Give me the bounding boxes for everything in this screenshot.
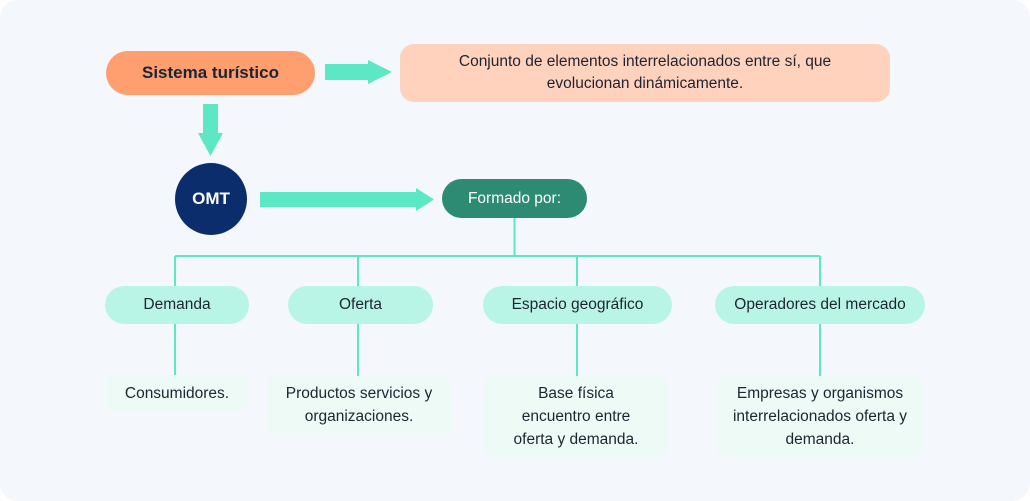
node-definition bbox=[400, 44, 890, 102]
node-omt bbox=[175, 163, 247, 235]
detail-espacio-geografico-text: Base física encuentro entre oferta y demanda. bbox=[513, 385, 639, 448]
detail-demanda-text: Consumidores. bbox=[124, 384, 230, 402]
category-espacio-geografico-label: Espacio geográfico bbox=[511, 296, 644, 313]
category-espacio-geografico bbox=[483, 286, 672, 324]
arrow-omt-to-formed bbox=[260, 188, 434, 211]
node-sistema-turistico bbox=[106, 51, 315, 95]
detail-operadores-mercado-text: Empresas y organismos interrelacionados oferta y demanda. bbox=[732, 385, 908, 448]
category-demanda bbox=[105, 286, 249, 324]
node-sistema-turistico-label: Sistema turístico bbox=[142, 63, 279, 82]
category-demanda-label: Demanda bbox=[143, 296, 211, 313]
category-operadores-mercado bbox=[715, 286, 925, 324]
detail-demanda bbox=[106, 375, 248, 411]
node-formado-por bbox=[442, 179, 587, 218]
arrow-sistema-to-omt bbox=[198, 104, 223, 156]
category-operadores-mercado-label: Operadores del mercado bbox=[734, 296, 906, 313]
node-omt-label: OMT bbox=[192, 189, 230, 208]
node-definition-text: Conjunto de elementos interrelacionados entre sí, que evolucionan dinámicamente. bbox=[458, 53, 832, 92]
arrow-sistema-to-definition bbox=[325, 60, 392, 84]
category-oferta-label: Oferta bbox=[338, 296, 383, 313]
detail-oferta bbox=[267, 376, 451, 434]
node-formado-por-label: Formado por: bbox=[467, 189, 562, 207]
detail-oferta-text: Productos servicios y organizaciones. bbox=[285, 385, 433, 425]
detail-operadores-mercado bbox=[717, 376, 923, 457]
detail-espacio-geografico bbox=[484, 376, 668, 457]
category-oferta bbox=[288, 286, 433, 324]
